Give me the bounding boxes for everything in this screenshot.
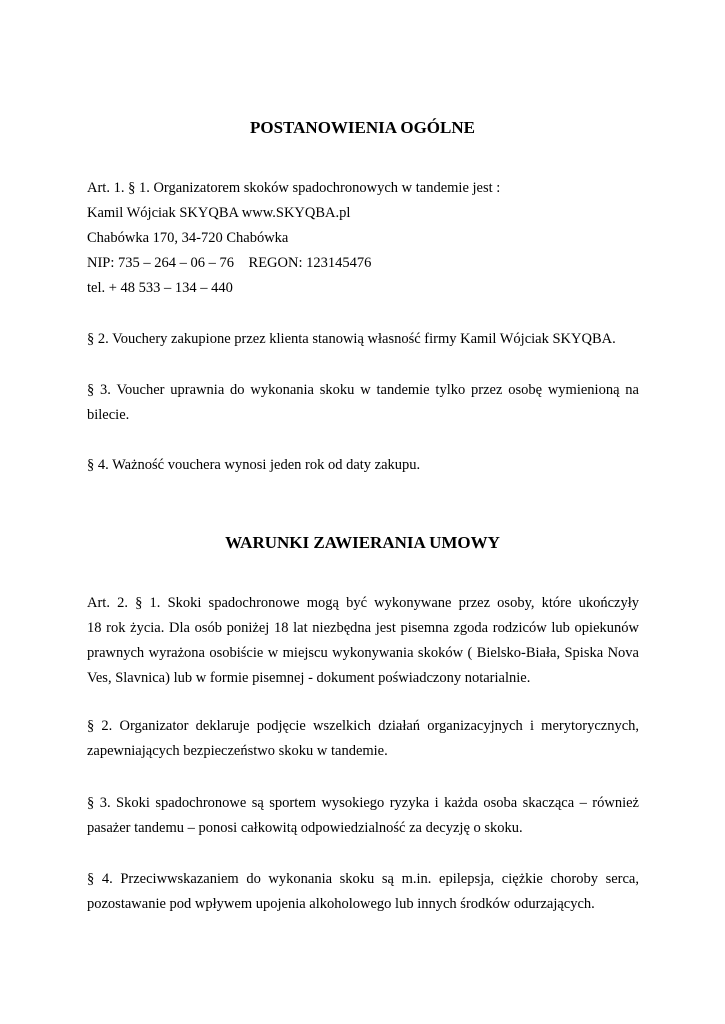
article-2-paragraph-4 [87,867,639,917]
voucher-validity-text: § 4. Ważność vouchera wynosi jeden rok od daty zakupu. [87,457,421,473]
age-requirement-line-3: prawnych wyrażona osobiście w miejscu wykonywania skoków ( Bielsko-Biała, Spiska Nova [87,645,639,661]
voucher-entitlement-line-1: § 3. Voucher uprawnia do wykonania skoku w tandemie tylko przez osobę wymienioną na [87,382,639,398]
risk-responsibility-line-2: pasażer tandemu – ponosi całkowitą odpowiedzialność za decyzję o skoku. [87,820,523,836]
contraindications-line-1: § 4. Przeciwwskazaniem do wykonania skoku są m.in. epilepsja, ciężkie choroby serca, [87,871,639,887]
risk-responsibility-line-1: § 3. Skoki spadochronowe są sportem wysokiego ryzyka i każda osoba skacząca – również [87,795,639,811]
article-2-paragraph-2 [87,714,639,764]
organizer-name-line: Kamil Wójciak SKYQBA www.SKYQBA.pl [87,205,351,221]
age-requirement-line-2: 18 rok życia. Dla osób poniżej 18 lat niezbędna jest pisemna zgoda rodziców lub opiekunów [87,620,639,636]
contraindications-line-2: pozostawanie pod wpływem upojenia alkoholowego lub innych środków odurzających. [87,896,595,912]
article-1-paragraph-3 [87,378,639,428]
article-1-paragraph-4 [87,453,639,478]
article-2-paragraph-3 [87,791,639,841]
article-1-organizer [87,176,639,301]
age-requirement-line-4: Ves, Slavnica) lub w formie pisemnej - dokument poświadczony notarialnie. [87,670,531,686]
organizer-tax-ids-line: NIP: 735 – 264 – 06 – 76 REGON: 123145476 [87,255,372,271]
organizer-safety-line-2: zapewniających bezpieczeństwo skoku w tandemie. [87,743,388,759]
organizer-phone-line: tel. + 48 533 – 134 – 440 [87,280,233,296]
vouchers-ownership-text: § 2. Vouchery zakupione przez klienta stanowią własność firmy Kamil Wójciak SKYQBA. [87,331,616,347]
organizer-safety-line-1: § 2. Organizator deklaruje podjęcie wszelkich działań organizacyjnych i merytorycznych, [87,718,639,734]
organizer-intro-line: Art. 1. § 1. Organizatorem skoków spadochronowych w tandemie jest : [87,180,501,196]
section-heading-contract-terms: WARUNKI ZAWIERANIA UMOWY [225,533,500,552]
voucher-entitlement-line-2: bilecie. [87,407,130,423]
article-1-paragraph-2 [87,327,639,352]
age-requirement-line-1: Art. 2. § 1. Skoki spadochronowe mogą być wykonywane przez osoby, które ukończyły [87,595,639,611]
organizer-address-line: Chabówka 170, 34-720 Chabówka [87,230,289,246]
section-heading-general-provisions: POSTANOWIENIA OGÓLNE [250,118,475,137]
article-2-paragraph-1 [87,591,639,691]
